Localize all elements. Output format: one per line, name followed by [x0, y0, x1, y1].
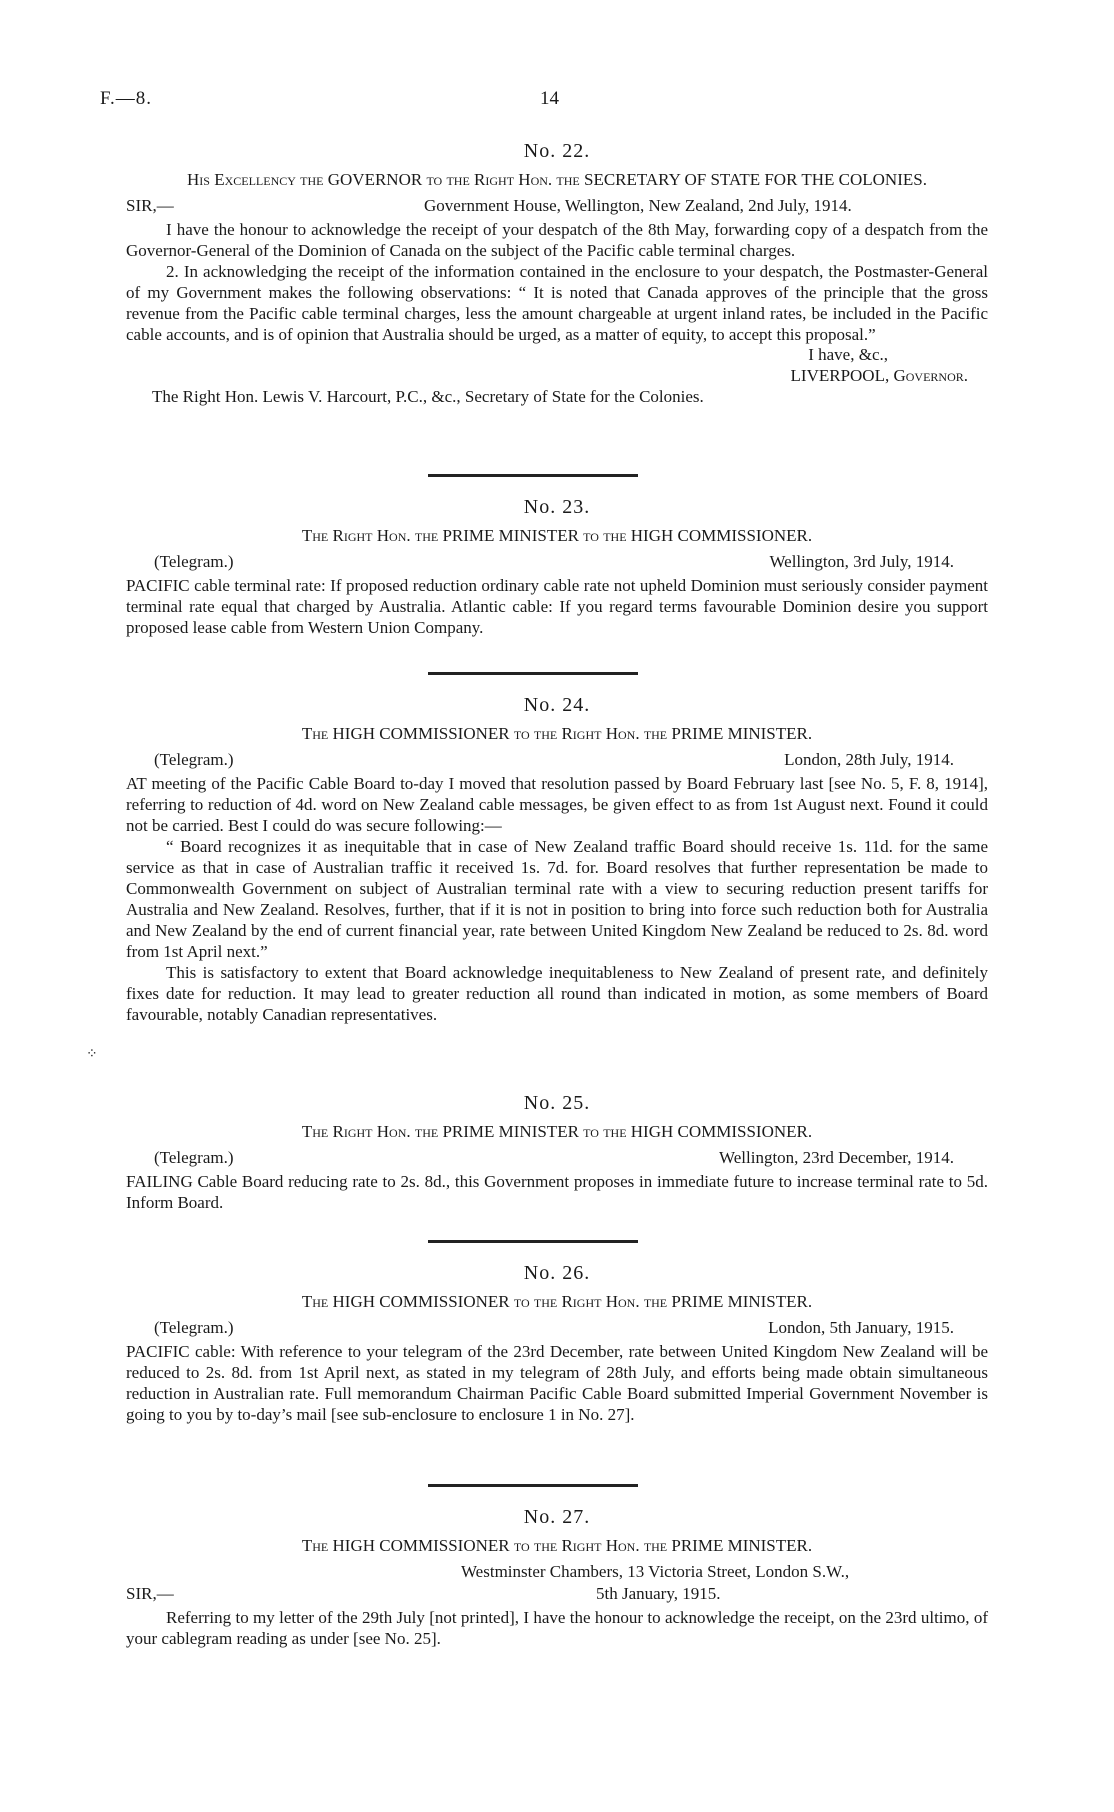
section-heading: The Right Hon. the PRIME MINISTER to the HIGH COMMISSIONER.	[301, 526, 813, 545]
section-divider	[428, 1484, 638, 1487]
paragraph: AT meeting of the Pacific Cable Board to-day I moved that resolution passed by Board February last [see No. 5, F. 8, 1914], referring to reduction of 4d. word on New Zealand cable messages, be given effect to as from 1st August next. Found it could not be carried. Best I could do was secure following:—	[126, 774, 988, 835]
sender-address: Westminster Chambers, 13 Victoria Street, London S.W.,	[461, 1562, 850, 1581]
section-heading: The HIGH COMMISSIONER to the Right Hon. the PRIME MINISTER.	[301, 724, 813, 743]
section-no-26	[126, 1262, 988, 1425]
section-divider	[428, 474, 638, 477]
section-number: No. 23.	[523, 496, 591, 518]
paragraph: PACIFIC cable terminal rate: If proposed reduction ordinary cable rate not upheld Dominion must seriously consider payment terminal rate equal that charged by Australia. Atlantic cable: If you regard terms favourable Dominion desire you support proposed lease cable from Western Union Company.	[126, 576, 988, 637]
section-heading: The Right Hon. the PRIME MINISTER to the HIGH COMMISSIONER.	[301, 1122, 813, 1141]
paragraph: This is satisfactory to extent that Board acknowledge inequitableness to New Zealand of present rate, and definitely fixes date for reduction. It may lead to greater reduction all round than indicated in motion, as some members of Board favourable, notably Canadian representatives.	[126, 963, 988, 1024]
telegram-line	[126, 552, 988, 575]
paragraph: Referring to my letter of the 29th July [not printed], I have the honour to acknowledge the receipt, on the 23rd ultimo, of your cablegram reading as under [see No. 25].	[126, 1608, 988, 1648]
section-divider	[428, 672, 638, 675]
signature: LIVERPOOL, Governor.	[790, 366, 968, 385]
stray-mark: ⁘	[86, 1047, 98, 1062]
salutation-line	[126, 1584, 988, 1607]
telegram-line	[126, 1318, 988, 1341]
section-no-23	[126, 496, 988, 638]
section-heading: The HIGH COMMISSIONER to the Right Hon. the PRIME MINISTER.	[301, 1536, 813, 1555]
letter-date: 5th January, 1915.	[596, 1584, 721, 1603]
salutation: SIR,—	[126, 196, 174, 215]
place-date: Wellington, 23rd December, 1914.	[719, 1148, 954, 1167]
place-date: Wellington, 3rd July, 1914.	[769, 552, 954, 571]
salutation-line	[126, 196, 988, 219]
place-date: London, 5th January, 1915.	[768, 1318, 954, 1337]
telegram-line	[126, 750, 988, 773]
telegram-line	[126, 1148, 988, 1171]
sign-off: I have, &c.,	[808, 345, 888, 364]
section-no-27	[126, 1506, 988, 1649]
section-heading: His Excellency the GOVERNOR to the Right Hon. the SECRETARY OF STATE FOR THE COLONIES.	[187, 170, 927, 189]
document-reference: F.—8.	[100, 88, 153, 109]
paragraph: PACIFIC cable: With reference to your telegram of the 23rd December, rate between United Kingdom New Zealand will be reduced to 2s. 8d. from 1st April next, as stated in my telegram of 28th July, and efforts being made obtain simultaneous reduction in Australian rate. Full memorandum Chairman Pacific Cable Board submitted Imperial Government November is going to you by to-day’s mail [see sub-enclosure to enclosure 1 in No. 27].	[126, 1342, 988, 1424]
section-number: No. 26.	[523, 1262, 591, 1284]
section-divider	[428, 1240, 638, 1243]
section-number: No. 22.	[523, 140, 591, 162]
telegram-label: (Telegram.)	[154, 750, 234, 769]
telegram-label: (Telegram.)	[154, 552, 234, 571]
telegram-label: (Telegram.)	[154, 1148, 234, 1167]
section-no-22	[126, 140, 988, 409]
section-no-24	[126, 694, 988, 1025]
salutation: SIR,—	[126, 1584, 174, 1603]
section-number: No. 27.	[523, 1506, 591, 1528]
section-no-25	[126, 1092, 988, 1213]
section-number: No. 24.	[523, 694, 591, 716]
telegram-label: (Telegram.)	[154, 1318, 234, 1337]
paragraph: FAILING Cable Board reducing rate to 2s. 8d., this Government proposes in immediate future to increase terminal rate to 5d. Inform Board.	[126, 1172, 988, 1212]
place-date: London, 28th July, 1914.	[784, 750, 954, 769]
paragraph: I have the honour to acknowledge the receipt of your despatch of the 8th May, forwarding copy of a despatch from the Governor-General of the Dominion of Canada on the subject of the Pacific cable terminal charges.	[126, 220, 988, 260]
page-number: 14	[540, 88, 559, 109]
section-number: No. 25.	[523, 1092, 591, 1114]
address-date: Government House, Wellington, New Zealand, 2nd July, 1914.	[424, 196, 852, 215]
addressee: The Right Hon. Lewis V. Harcourt, P.C., &c., Secretary of State for the Colonies.	[152, 387, 704, 406]
section-heading: The HIGH COMMISSIONER to the Right Hon. the PRIME MINISTER.	[301, 1292, 813, 1311]
paragraph: 2. In acknowledging the receipt of the information contained in the enclosure to your despatch, the Postmaster-General of my Government makes the following observations: “ It is noted that Canada approves of the principle that the gross revenue from the Pacific cable terminal charges, less the amount chargeable at urgent inland rates, be included in the Pacific cable accounts, and is of opinion that Australia should be urged, as a matter of equity, to accept this proposal.”	[126, 262, 988, 344]
paragraph: “ Board recognizes it as inequitable that in case of New Zealand traffic Board should receive 1s. 11d. for the same service as that in case of Australian traffic it received 1s. 7d. for. Board resolves that further representation be made to Commonwealth Government on subject of Australian terminal rate with a view to securing reduction present tariffs for Australia and New Zealand. Resolves, further, that if it is not in position to bring into force such reduction both for Australia and New Zealand by the end of current financial year, rate between United Kingdom New Zealand be reduced to 2s. 8d. word from 1st April next.”	[126, 837, 988, 961]
